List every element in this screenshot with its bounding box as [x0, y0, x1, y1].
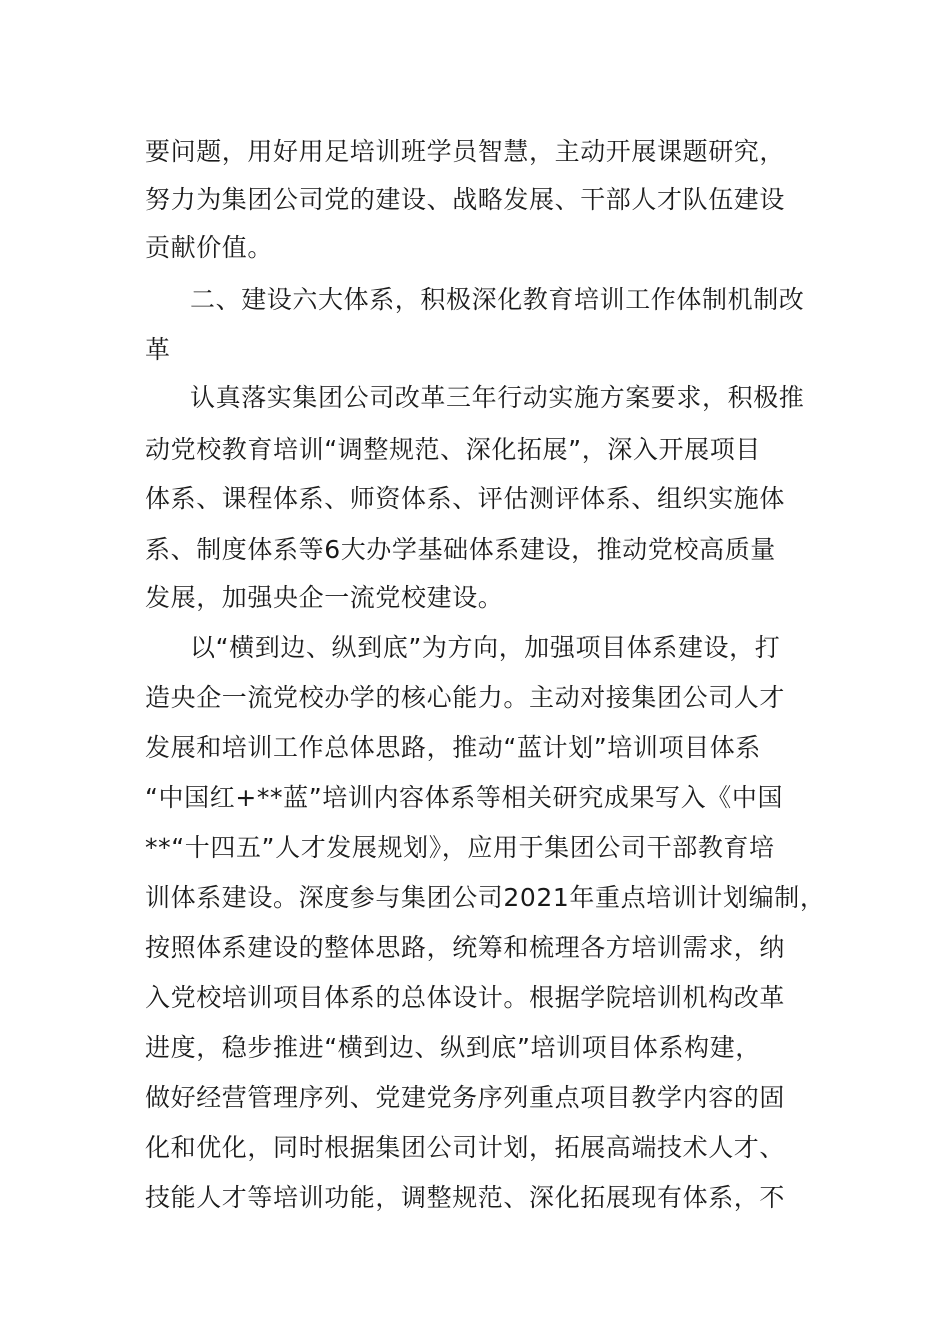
- text-line: 努力为集团公司党的建设、战略发展、干部人才队伍建设: [145, 185, 786, 214]
- text-line: 技能人才等培训功能，调整规范、深化拓展现有体系，不: [145, 1183, 786, 1212]
- text-line: 发展，加强央企一流党校建设。: [145, 583, 504, 612]
- text-line: 要问题，用好用足培训班学员智慧，主动开展课题研究，: [145, 137, 786, 166]
- text-line: “中国红+**蓝”培训内容体系等相关研究成果写入《中国: [145, 783, 784, 812]
- text-line: 按照体系建设的整体思路，统筹和梳理各方培训需求，纳: [145, 933, 786, 962]
- text-line: 做好经营管理序列、党建党务序列重点项目教学内容的固: [145, 1083, 786, 1112]
- text-line: **“十四五”人才发展规划》，应用于集团公司干部教育培: [145, 833, 775, 862]
- text-line: 发展和培训工作总体思路，推动“蓝计划”培训项目体系: [145, 733, 761, 762]
- text-line: 体系、课程体系、师资体系、评估测评体系、组织实施体: [145, 484, 786, 513]
- text-line: 造央企一流党校办学的核心能力。主动对接集团公司人才: [145, 683, 786, 712]
- section-heading-cont: 革: [145, 335, 171, 364]
- section-heading: 二、建设六大体系，积极深化教育培训工作体制机制改: [190, 285, 805, 314]
- text-line: 入党校培训项目体系的总体设计。根据学院培训机构改革: [145, 983, 786, 1012]
- paragraph-start: 认真落实集团公司改革三年行动实施方案要求，积极推: [190, 383, 805, 412]
- text-line: 贡献价值。: [145, 233, 274, 262]
- text-line: 训体系建设。深度参与集团公司2021年重点培训计划编制，: [145, 883, 826, 912]
- text-line: 化和优化，同时根据集团公司计划，拓展高端技术人才、: [145, 1133, 786, 1162]
- text-line: 动党校教育培训“调整规范、深化拓展”，深入开展项目: [145, 435, 761, 464]
- text-line: 进度，稳步推进“横到边、纵到底”培训项目体系构建，: [145, 1033, 761, 1062]
- paragraph-start: 以“横到边、纵到底”为方向，加强项目体系建设，打: [190, 633, 781, 662]
- text-line: 系、制度体系等6大办学基础体系建设，推动党校高质量: [145, 535, 776, 564]
